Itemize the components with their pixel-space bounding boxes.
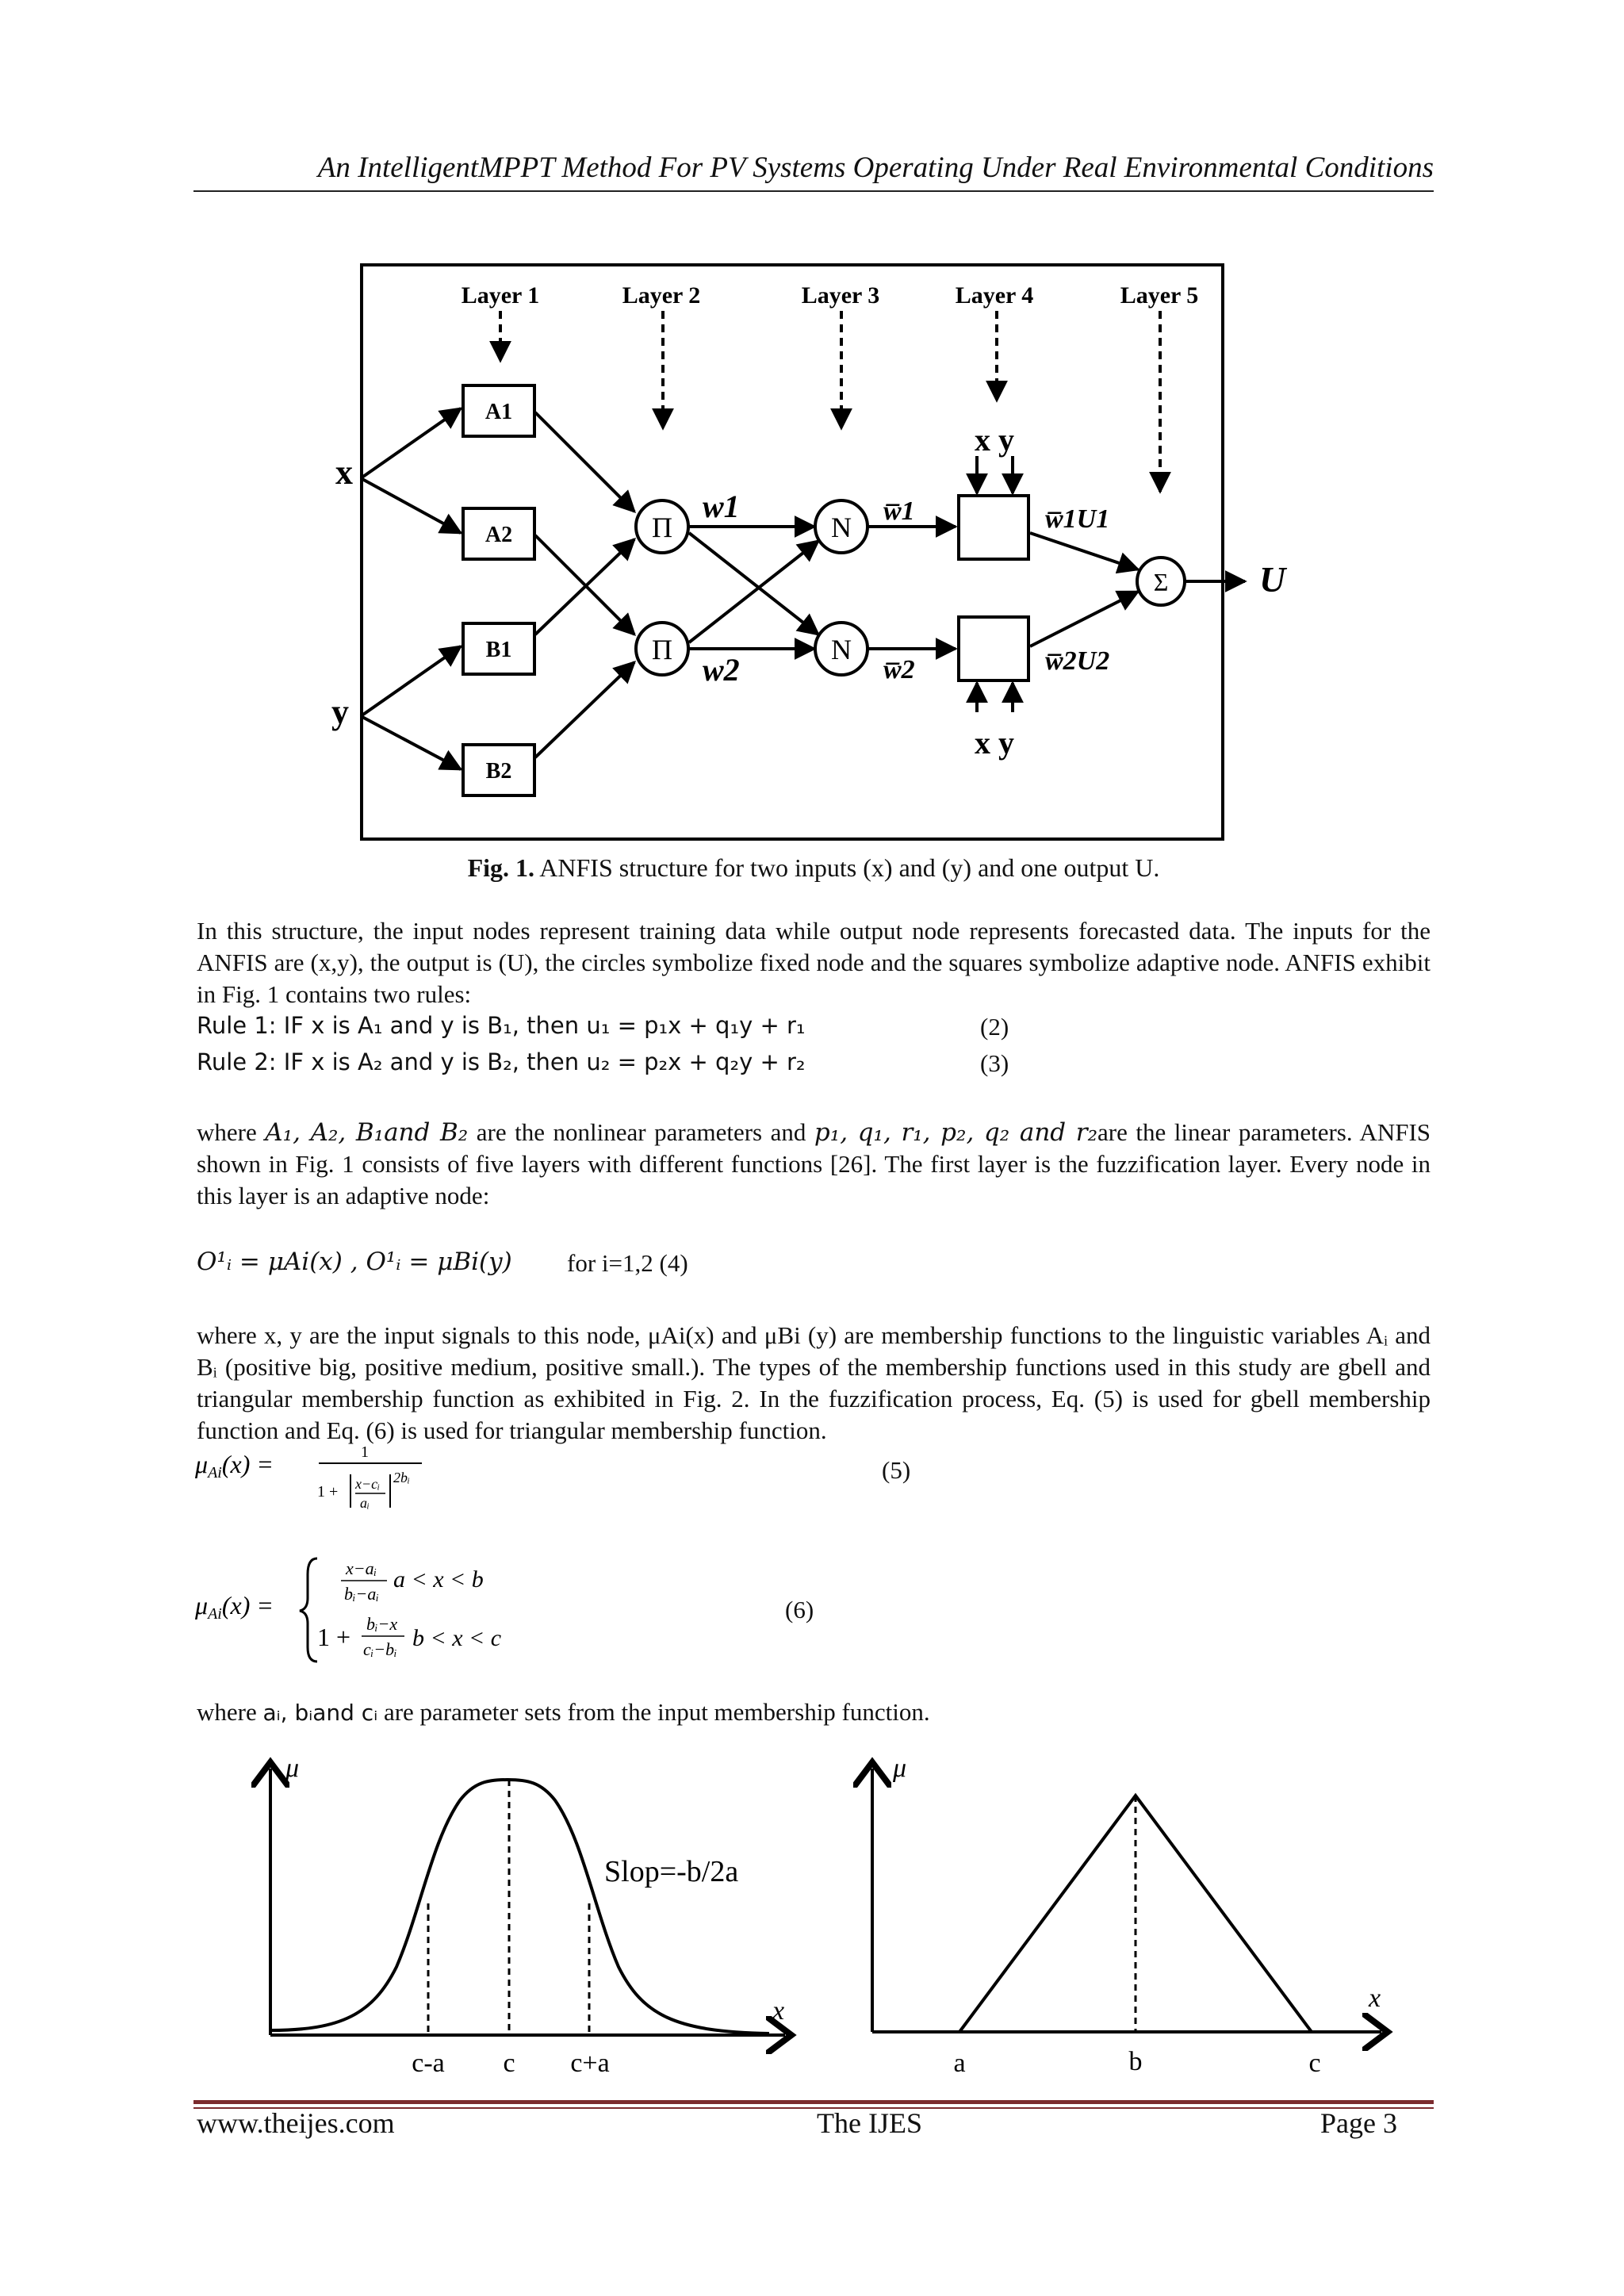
output-u-label: U [1259, 559, 1286, 600]
rule-1: Rule 1: IF x is A₁ and y is B₁, then u₁ = p₁x + q₁y + r₁ [197, 1012, 806, 1039]
footer-website: www.theijes.com [197, 2107, 395, 2139]
layer-1-label: Layer 1 [461, 282, 540, 309]
node-layer4-2 [959, 617, 1028, 680]
node-b1-label: B1 [485, 638, 512, 662]
node-b2-label: B2 [485, 759, 512, 784]
svg-text:1: 1 [361, 1443, 369, 1461]
eq-3-number: (3) [980, 1049, 1009, 1077]
tri-tick-a: a [953, 2049, 966, 2078]
eq-6-number: (6) [785, 1596, 814, 1623]
svg-text:aᵢ: aᵢ [360, 1495, 370, 1511]
paragraph-4: where aᵢ, bᵢand cᵢ are parameter sets from the input membership function. [197, 1698, 930, 1726]
input-x-label: x [335, 453, 353, 492]
bell-tick-c: c [503, 2049, 515, 2078]
svg-text:1 +: 1 + [317, 1623, 351, 1651]
bell-x-label: x [772, 1996, 785, 2026]
xy-top-label: x y [975, 422, 1014, 458]
wbar2-label: w̅2 [883, 655, 915, 684]
svg-text:bᵢ−x: bᵢ−x [366, 1614, 398, 1634]
svg-text:cᵢ−bᵢ: cᵢ−bᵢ [363, 1639, 397, 1659]
svg-text:1 +: 1 + [317, 1483, 339, 1501]
node-layer4-1 [959, 496, 1028, 559]
xy-bottom-label: x y [975, 725, 1014, 761]
running-header: An IntelligentMPPT Method For PV Systems Operating Under Real Environmental Conditions [317, 151, 1434, 184]
equation-6 [190, 1550, 555, 1669]
eq-5-number: (5) [882, 1456, 911, 1484]
n-1-label: N [831, 512, 852, 543]
equation-4-tail: for i=1,2 (4) [567, 1249, 688, 1277]
w2-label: w2 [703, 652, 740, 688]
pi-1-label: Π [652, 512, 672, 543]
footer-journal: The IJES [817, 2107, 922, 2139]
equation-5 [190, 1439, 452, 1519]
node-a1-label: A1 [485, 400, 513, 424]
input-y-label: y [331, 692, 349, 731]
tri-x-label: x [1369, 1984, 1381, 2013]
pi-2-label: Π [652, 634, 672, 665]
slope-label: Slop=-b/2a [604, 1855, 739, 1888]
node-a2-label: A2 [485, 523, 513, 547]
bell-tick-c+a: c+a [570, 2049, 610, 2078]
eq-2-number: (2) [980, 1013, 1009, 1041]
paragraph-1: In this structure, the input nodes represent training data while output node represents forecasted data. The inputs for the ANFIS are (x,y), the output is (U), the circles symbolize fixed node and the squares symbolize adaptive node. ANFIS exhibit in Fig. 1 contains two rules: [197, 917, 1431, 1008]
svg-text:b < x < c: b < x < c [412, 1625, 502, 1651]
layer-5-label: Layer 5 [1120, 282, 1199, 309]
equation-4: O¹ᵢ = μAi(x) , O¹ᵢ = μBi(y) [197, 1248, 512, 1276]
figure-1-anfis-diagram [0, 0, 1624, 857]
rule-2: Rule 2: IF x is A₂ and y is B₂, then u₂ = p₂x + q₂y + r₂ [197, 1048, 806, 1075]
out2-label: w̅2U2 [1045, 646, 1110, 676]
svg-text:μAi(x) =: μAi(x) = [195, 1450, 274, 1481]
w1-label: w1 [703, 489, 740, 524]
gbell-curve [270, 1780, 769, 2033]
figure-1-caption: Fig. 1. ANFIS structure for two inputs (x) and (y) and one output U. [467, 853, 1160, 882]
tri-tick-c: c [1308, 2049, 1321, 2078]
tri-mu-label: μ [893, 1754, 907, 1783]
wbar1-label: w̅1 [883, 496, 915, 526]
svg-text:bᵢ−aᵢ: bᵢ−aᵢ [344, 1584, 379, 1604]
footer-rule-thick [193, 2100, 1434, 2104]
n-2-label: N [831, 634, 852, 665]
paragraph-2: where A₁, A₂, B₁and B₂ are the nonlinear parameters and p₁, q₁, r₁, p₂, q₂ and r₂are the linear parameters. ANFIS shown in Fig. 1 consists of five layers with different functions [26]. The first layer is the fuzzification layer. Every node in this layer is an adaptive node: [197, 1118, 1431, 1209]
svg-text:μAi(x) =: μAi(x) = [195, 1591, 274, 1623]
layer-3-label: Layer 3 [801, 282, 880, 309]
layer-2-label: Layer 2 [622, 282, 701, 309]
paragraph-3: where x, y are the input signals to this node, μAi(x) and μBi (y) are membership functions to the linguistic variables Aᵢ and Bᵢ (positive big, positive medium, positive small.). The types of the membership functions used in this study are gbell and triangular membership function as exhibited in Fig. 2. In the fuzzification process, Eq. (5) is used for gbell membership function and Eq. (6) is used for triangular membership function. [197, 1321, 1431, 1444]
bell-mu-label: μ [285, 1754, 300, 1783]
layer-4-label: Layer 4 [955, 282, 1034, 309]
svg-text:a < x < b: a < x < b [393, 1566, 484, 1593]
svg-text:x−aᵢ: x−aᵢ [346, 1558, 377, 1578]
svg-text:2bᵢ: 2bᵢ [393, 1470, 410, 1485]
bell-tick-c-a: c-a [412, 2049, 445, 2078]
svg-text:x−cᵢ: x−cᵢ [355, 1476, 380, 1492]
sum-label: Σ [1153, 568, 1169, 596]
footer-page-number: Page 3 [1320, 2107, 1397, 2139]
out1-label: w̅1U1 [1045, 504, 1110, 534]
figure-2-membership-functions [0, 1745, 1624, 2078]
tri-tick-b: b [1128, 2047, 1143, 2076]
